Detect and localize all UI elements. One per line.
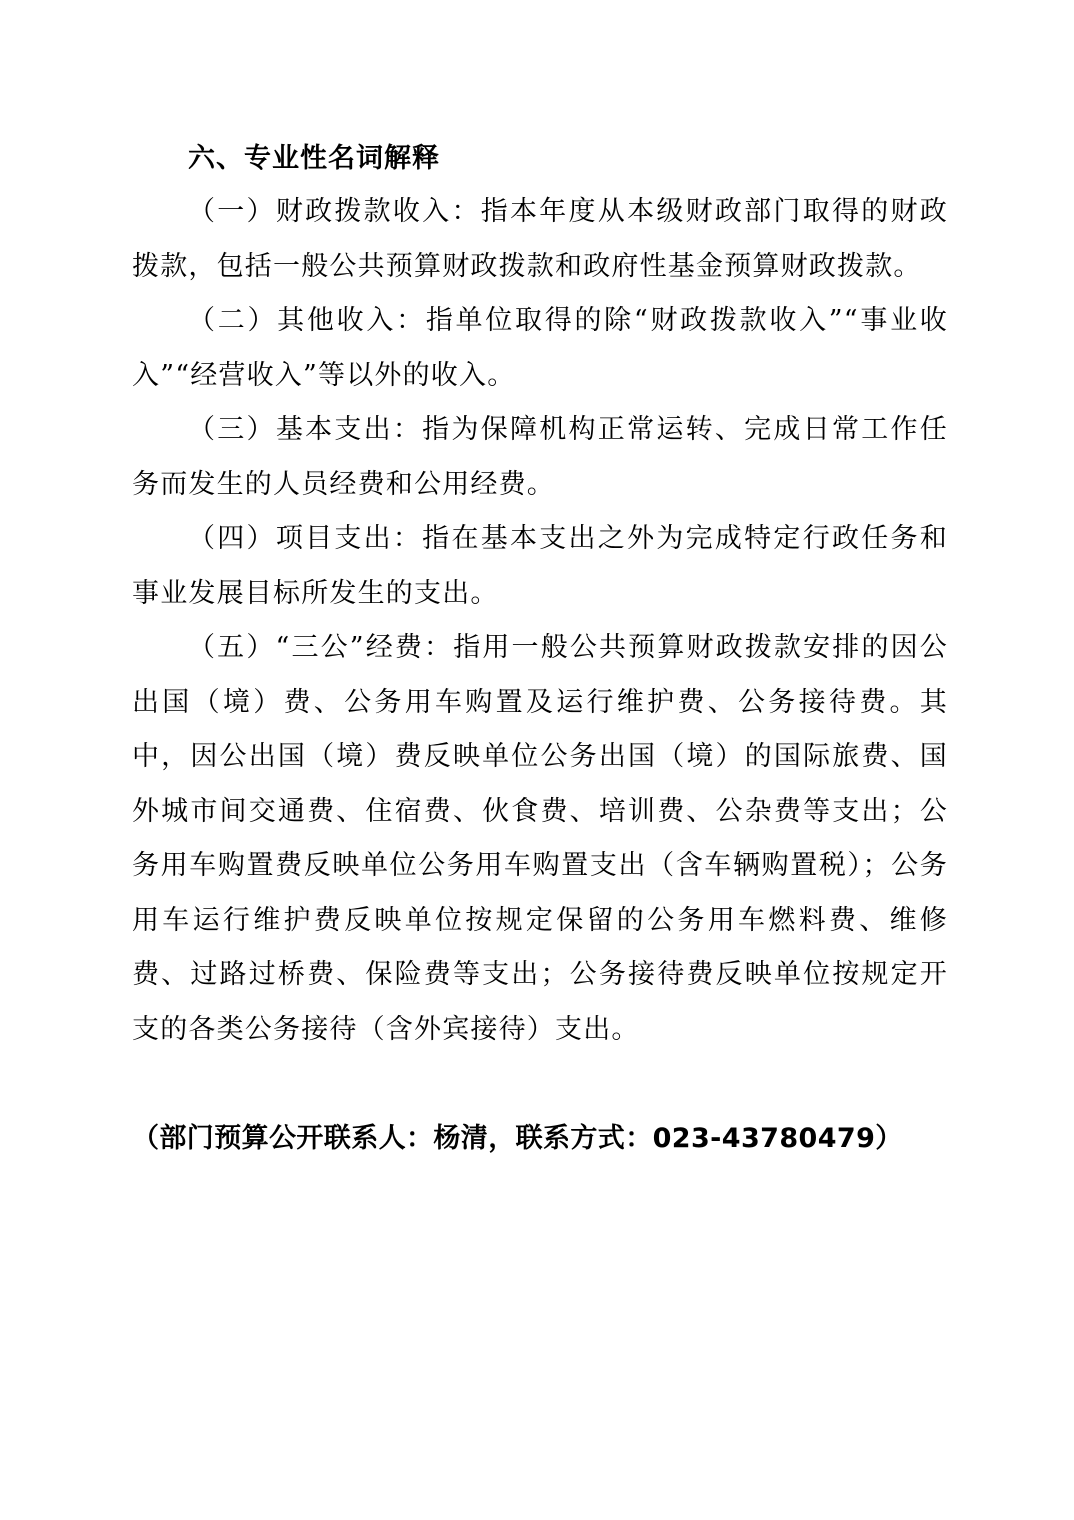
document-body: [132, 135, 948, 1057]
contact-line: （部门预算公开联系人：杨清，联系方式：023-43780479）: [132, 1123, 903, 1154]
term-paragraph-1: （一）财政拨款收入：指本年度从本级财政部门取得的财政拨款，包括一般公共预算财政拨款和政府性基金预算财政拨款。: [132, 196, 948, 282]
term-paragraph-4: （四）项目支出：指在基本支出之外为完成特定行政任务和事业发展目标所发生的支出。: [132, 523, 948, 609]
section-heading: 六、专业性名词解释: [188, 143, 440, 174]
term-paragraph-2: （二）其他收入：指单位取得的除“财政拨款收入”“事业收入”“经营收入”等以外的收入。: [132, 305, 948, 391]
term-paragraph-5: （五）“三公”经费：指用一般公共预算财政拨款安排的因公出国（境）费、公务用车购置及运行维护费、公务接待费。其中，因公出国（境）费反映单位公务出国（境）的国际旅费、国外城市间交通费、住宿费、伙食费、培训费、公杂费等支出；公务用车购置费反映单位公务用车购置支出（含车辆购置税）；公务用车运行维护费反映单位按规定保留的公务用车燃料费、维修费、过路过桥费、保险费等支出；公务接待费反映单位按规定开支的各类公务接待（含外宾接待）支出。: [132, 632, 948, 1045]
term-paragraph-3: （三）基本支出：指为保障机构正常运转、完成日常工作任务而发生的人员经费和公用经费。: [132, 414, 948, 500]
